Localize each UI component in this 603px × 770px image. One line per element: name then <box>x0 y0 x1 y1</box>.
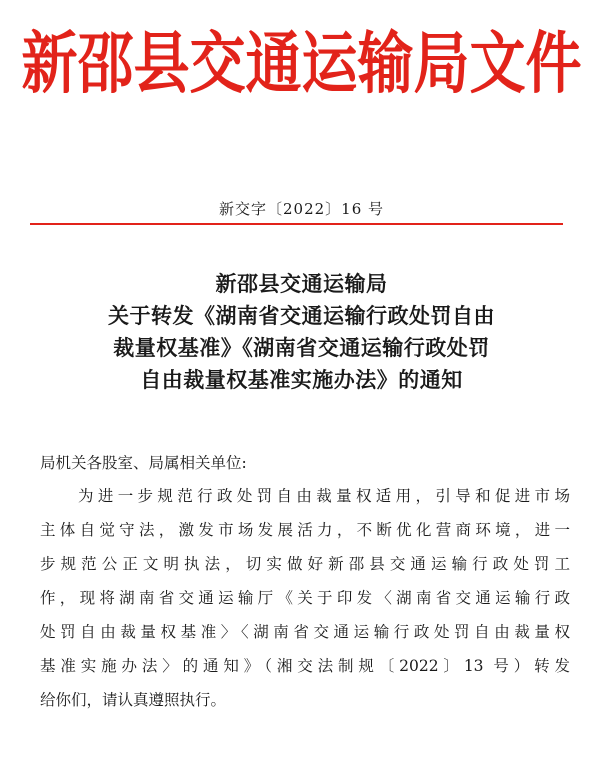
title-line-3: 裁量权基准》《湖南省交通运输行政处罚 <box>113 335 490 360</box>
title-line-2: 关于转发《湖南省交通运输行政处罚自由 <box>108 303 495 328</box>
document-number: 新交字〔2022〕16 号 <box>218 200 385 218</box>
paragraph-line: 处罚自由裁量权基准〉〈湖南省交通运输行政处罚自由裁量权 <box>40 623 570 641</box>
body-paragraph <box>40 479 570 717</box>
paragraph-line: 作，现将湖南省交通运输厅《关于印发〈湖南省交通运输行政 <box>40 589 570 607</box>
paragraph-line: 给你们，请认真遵照执行。 <box>40 691 227 709</box>
title-line-1: 新邵县交通运输局 <box>215 271 388 296</box>
notice-title <box>40 268 563 396</box>
red-divider-line <box>30 223 563 225</box>
paragraph-line: 步规范公正文明执法，切实做好新邵县交通运输行政处罚工 <box>40 555 570 573</box>
document-masthead: 新邵县交通运输局文件 <box>21 24 582 104</box>
title-line-4: 自由裁量权基准实施办法》的通知 <box>140 367 463 392</box>
paragraph-line: 基准实施办法〉的通知》（湘交法制规〔2022〕13 号）转发 <box>40 657 570 675</box>
paragraph-line: 主体自觉守法，激发市场发展活力，不断优化营商环境，进一 <box>40 521 570 539</box>
document-body <box>40 447 570 717</box>
salutation: 局机关各股室、局属相关单位: <box>40 454 247 472</box>
paragraph-line: 为进一步规范行政处罚自由裁量权适用，引导和促进市场 <box>78 487 570 505</box>
